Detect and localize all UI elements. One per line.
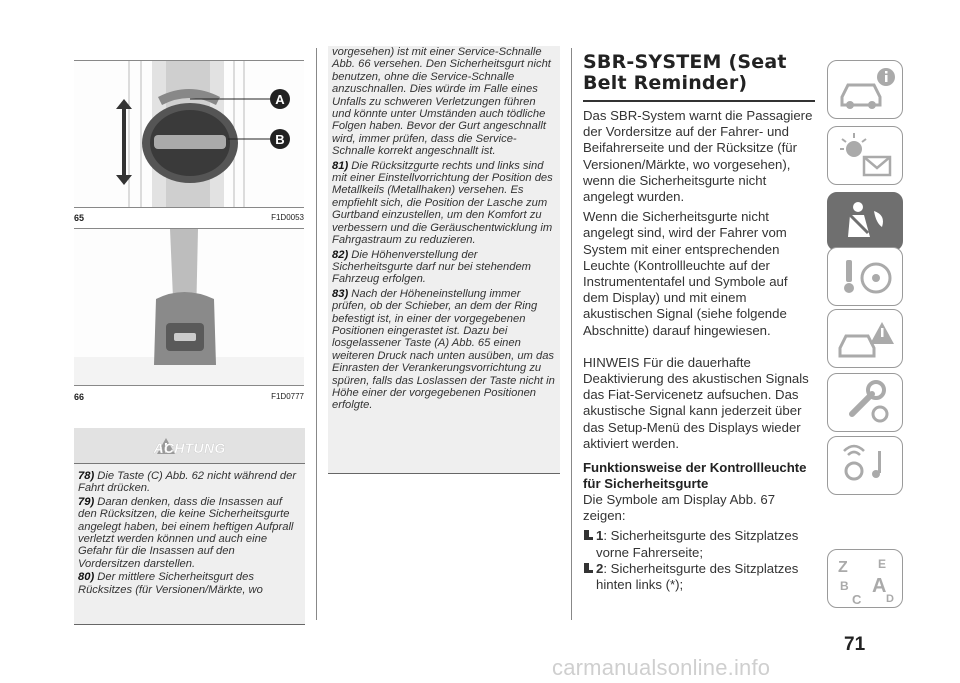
- column-divider: [571, 48, 572, 620]
- tab-key-steering[interactable]: [827, 247, 903, 306]
- svg-text:C: C: [852, 592, 862, 607]
- warning-item-80: 80) Der mittlere Sicherheitsgurt des Rücksitzes (für Versionen/Märkte, wo: [78, 571, 263, 596]
- watermark: carmanualsonline.info: [552, 655, 771, 680]
- svg-text:B: B: [275, 132, 285, 147]
- svg-text:D: D: [886, 593, 894, 605]
- paragraph: Das SBR-System warnt die Passagiere der Vordersitze auf der Fahrer- und Beifahrerseite und der Rücksitze (für Versionen/Märkte, wo vorgesehen), wenn die Sicherheitsgurte nicht angelegt wurden.: [583, 108, 813, 205]
- svg-text:Z: Z: [838, 559, 848, 576]
- warning-continued: [328, 46, 560, 474]
- svg-text:E: E: [878, 557, 887, 571]
- figure-code: F1D0053: [271, 213, 304, 222]
- section-body: [583, 108, 815, 593]
- warning-header: [74, 428, 305, 464]
- warning-title: ACHTUNG: [153, 440, 226, 456]
- tab-car-info[interactable]: [827, 60, 903, 119]
- index-letters-icon: [828, 550, 904, 609]
- tab-lights-mail[interactable]: [827, 126, 903, 185]
- warning-item-78: 78) Die Taste (C) Abb. 62 nicht während der Fahrt drücken.: [78, 470, 297, 495]
- svg-text:A: A: [275, 92, 285, 107]
- paragraph: Wenn die Sicherheitsgurte nicht angelegt sind, wird der Fahrer vom System mit einer entsprechenden Leuchte (Kontrollleuchte auf der Instrumententafel und Symbole auf dem Display) und mit einem akustischen Signal (siehe folgende Abschnitte) darauf hingewiesen.: [583, 209, 788, 338]
- title-rule: [583, 100, 815, 102]
- tab-wrench-service[interactable]: [827, 373, 903, 432]
- key-steering-icon: [828, 248, 904, 307]
- warning-item-82: 82) Die Höhenverstellung der Sicherheitsgurte darf nur bei stehendem Fahrzeug erfolgen.: [332, 248, 532, 286]
- figure-code: F1D0777: [271, 392, 304, 401]
- seat-icon: [583, 530, 594, 541]
- warning-item-79: 79) Daran denken, dass die Insassen auf den Rücksitzen, die keine Sicherheitsgurte angelegt haben, bei einem heftigen Aufprall verletzt werden können und auch eine Gefahr für die Insassen auf den Vordersitzen darstellen.: [78, 495, 294, 570]
- media-music-icon: [828, 437, 904, 496]
- car-info-icon: [828, 61, 904, 120]
- lights-mail-icon: [828, 127, 904, 186]
- tab-car-warning[interactable]: [827, 309, 903, 368]
- sbr-section: [583, 52, 815, 593]
- symbol-item-1: 1: Sicherheitsgurte des Sitzplatzes vorne Fahrerseite;: [583, 528, 815, 560]
- warning-box: [74, 428, 305, 625]
- symbol-item-2: 2: Sicherheitsgurte des Sitzplatzes hinten links (*);: [583, 561, 815, 593]
- tab-index[interactable]: [827, 549, 903, 608]
- seat-icon: [583, 563, 594, 574]
- page-number: 71: [844, 634, 866, 655]
- wrench-service-icon: [828, 374, 904, 433]
- section-title: SBR-SYSTEM (Seat Belt Reminder): [583, 51, 787, 94]
- car-warning-icon: [828, 310, 904, 369]
- column-divider: [316, 48, 317, 620]
- figure-65-image: [74, 60, 304, 208]
- svg-text:B: B: [840, 579, 849, 593]
- subsection-title: Funktionsweise der Kontrollleuchte für Sicherheitsgurte: [583, 460, 807, 492]
- tab-seatbelt-airbag[interactable]: [827, 192, 903, 251]
- warning-text: [78, 470, 300, 597]
- tab-media-music[interactable]: [827, 436, 903, 495]
- warning-item-83: 83) Nach der Höheneinstellung immer prüfen, ob der Schieber, an dem der Ring befestigt ist, in einer der vorgegebenen Positionen eingerastet ist. Dazu bei losgelassener Taste (A) Abb. 65 einen weiteren Druck nach unten ausüben, um das Einrasten der Verankerungsvorrichtung zu spüren, falls das Loslassen der Taste nicht in Höhe einer der vorgegebenen Positionen erfolgte.: [332, 287, 555, 412]
- seatbelt-airbag-icon: [828, 193, 904, 252]
- figure-66-caption: [74, 392, 304, 402]
- note-paragraph: HINWEIS Für die dauerhafte Deaktivierung des akustischen Signals das Fiat-Servicenetz aufsuchen. Das akustische Signal kann jederzeit über das Setup-Menü des Displays wieder aktiviert werden.: [583, 354, 809, 451]
- warning-continued-text: vorgesehen) ist mit einer Service-Schnalle Abb. 66 versehen. Den Sicherheitsgurt nicht benutzen, ohne die Service-Schnalle anzuschnallen. Dies würde im Falle eines Unfalls zu schweren Verletzungen führen und könnte unter Umständen auch tödliche Folgen haben. Bevor der Gurt angeschnallt wird, immer prüfen, dass die Service-Schnalle korrekt angeschnallt ist.: [332, 46, 551, 158]
- figure-number: 65: [74, 213, 85, 223]
- svg-text:A: A: [872, 575, 887, 597]
- figure-66-image: [74, 228, 304, 386]
- figure-number: 66: [74, 392, 85, 402]
- warning-item-81: 81) Die Rücksitzgurte rechts und links sind mit einer Einstellvorrichtung der Position des Metallkeils (Metallhaken) versehen. Es empfiehlt sich, die Position der Lasche zum Gurtband einzustellen, um den Komfort zu verbessern und die Geräuschentwicklung im Fahrgastraum zu reduzieren.: [332, 159, 553, 247]
- paragraph: Die Symbole am Display Abb. 67 zeigen:: [583, 492, 776, 524]
- figure-65-caption: [74, 213, 304, 223]
